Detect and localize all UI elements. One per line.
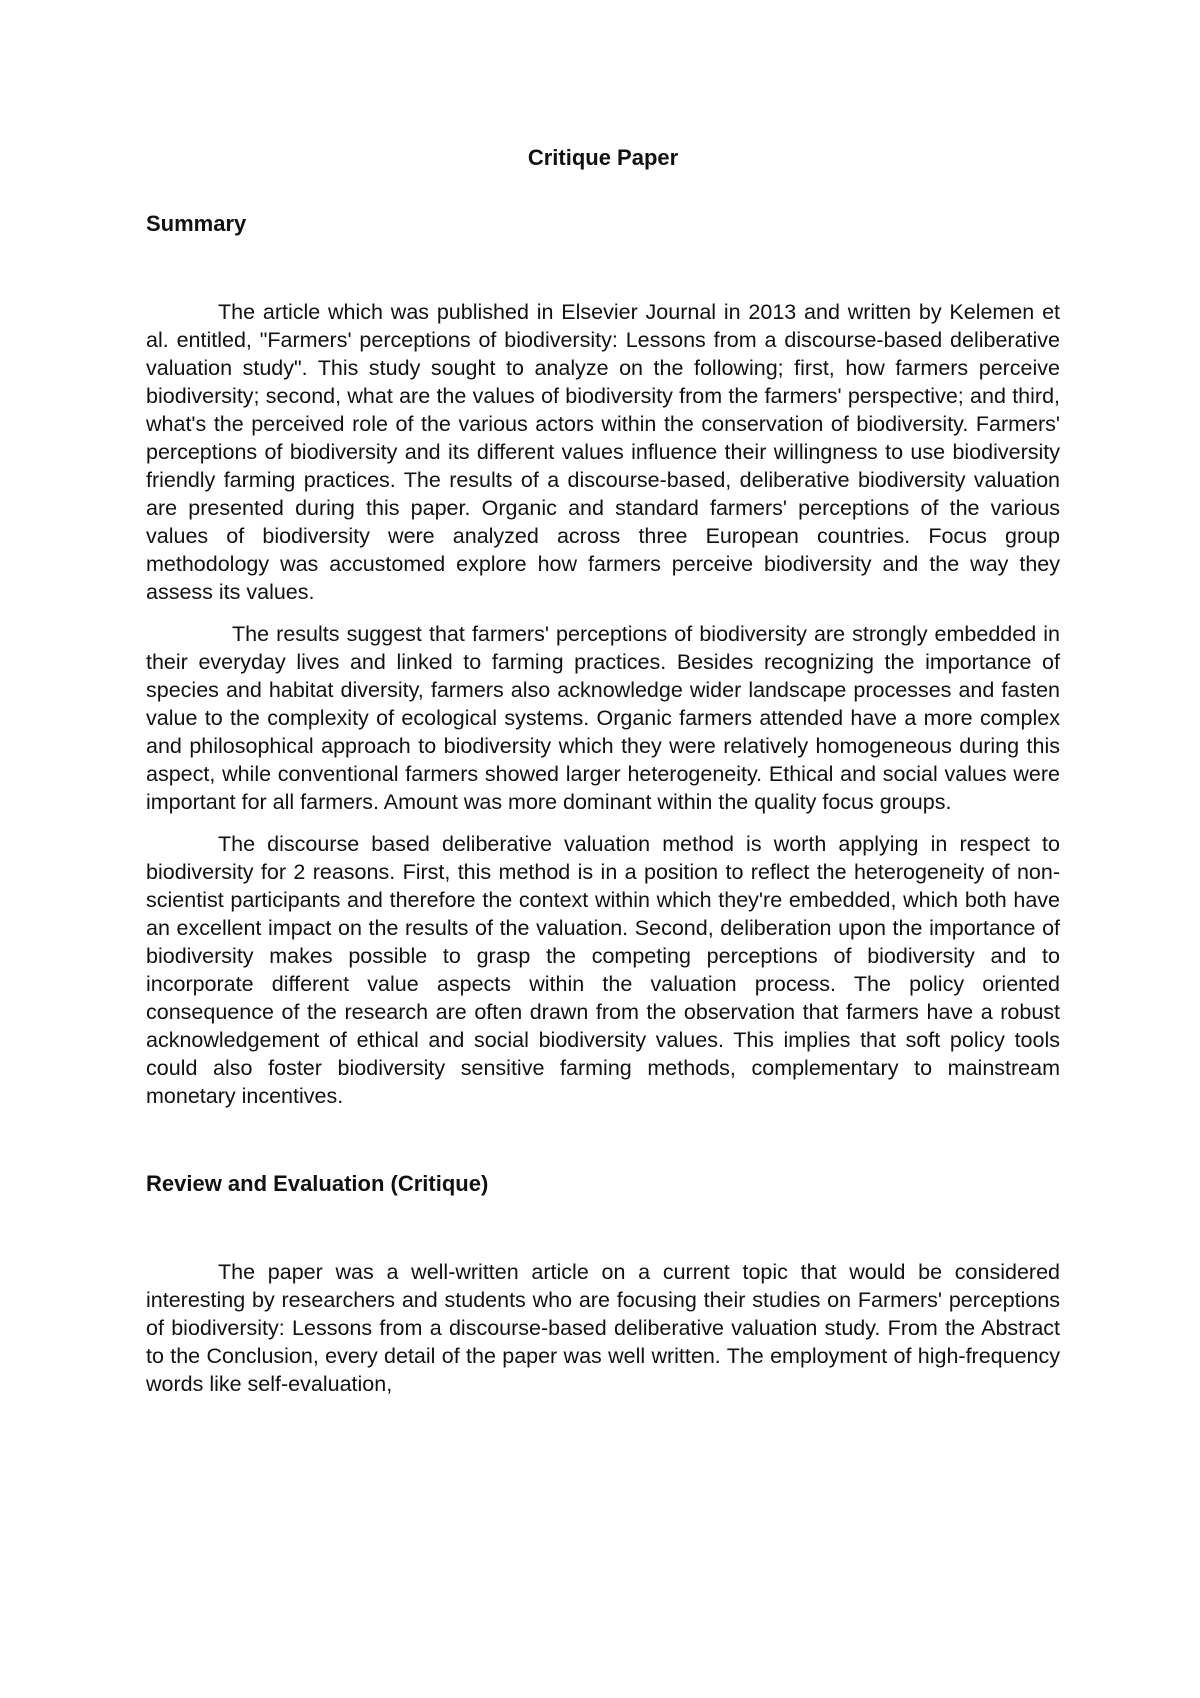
section-spacer: [146, 1124, 1060, 1166]
summary-paragraph-2: The results suggest that farmers' perceptions of biodiversity are strongly embedded in their everyday lives and linked to farming practices. Besides recognizing the importance of species and habitat diversity, farmers also acknowledge wider landscape processes and fasten value to the complexity of ecological systems. Organic farmers attended have a more complex and philosophical approach to biodiversity which they were relatively homogeneous during this aspect, while conventional farmers showed larger heterogeneity. Ethical and social values were important for all farmers. Amount was more dominant within the quality focus groups.: [146, 622, 1060, 814]
section-heading-summary: Summary: [146, 211, 247, 236]
section-heading-critique: Review and Evaluation (Critique): [146, 1171, 489, 1196]
document-body: [146, 140, 1060, 1412]
critique-paragraph-1: The paper was a well-written article on a current topic that would be considered interesting by researchers and students who are focusing their studies on Farmers' perceptions of biodiversity: Lessons from a discourse-based deliberative valuation study. From the Abstract to the Conclusion, every detail of the paper was well written. The employment of high-frequency words like self-evaluation,: [146, 1260, 1060, 1396]
summary-paragraph-3: The discourse based deliberative valuation method is worth applying in respect to biodiversity for 2 reasons. First, this method is in a position to reflect the heterogeneity of non-scientist participants and therefore the context within which they're embedded, which both have an excellent impact on the results of the valuation. Second, deliberation upon the importance of biodiversity makes possible to grasp the competing perceptions of biodiversity and to incorporate different value aspects within the valuation process. The policy oriented consequence of the research are often drawn from the observation that farmers have a robust acknowledgement of ethical and social biodiversity values. This implies that soft policy tools could also foster biodiversity sensitive farming methods, complementary to mainstream monetary incentives.: [146, 832, 1060, 1108]
document-title: Critique Paper: [527, 145, 679, 170]
summary-paragraph-1: The article which was published in Elsevier Journal in 2013 and written by Kelemen et al. entitled, "Farmers' perceptions of biodiversity: Lessons from a discourse-based deliberative valuation study". This study sought to analyze on the following; first, how farmers perceive biodiversity; second, what are the values of biodiversity from the farmers' perspective; and third, what's the perceived role of the various actors within the conservation of biodiversity. Farmers' perceptions of biodiversity and its different values influence their willingness to use biodiversity friendly farming practices. The results of a discourse-based, deliberative biodiversity valuation are presented during this paper. Organic and standard farmers' perceptions of the various values of biodiversity were analyzed across three European countries. Focus group methodology was accustomed explore how farmers perceive biodiversity and the way they assess its values.: [146, 300, 1060, 604]
